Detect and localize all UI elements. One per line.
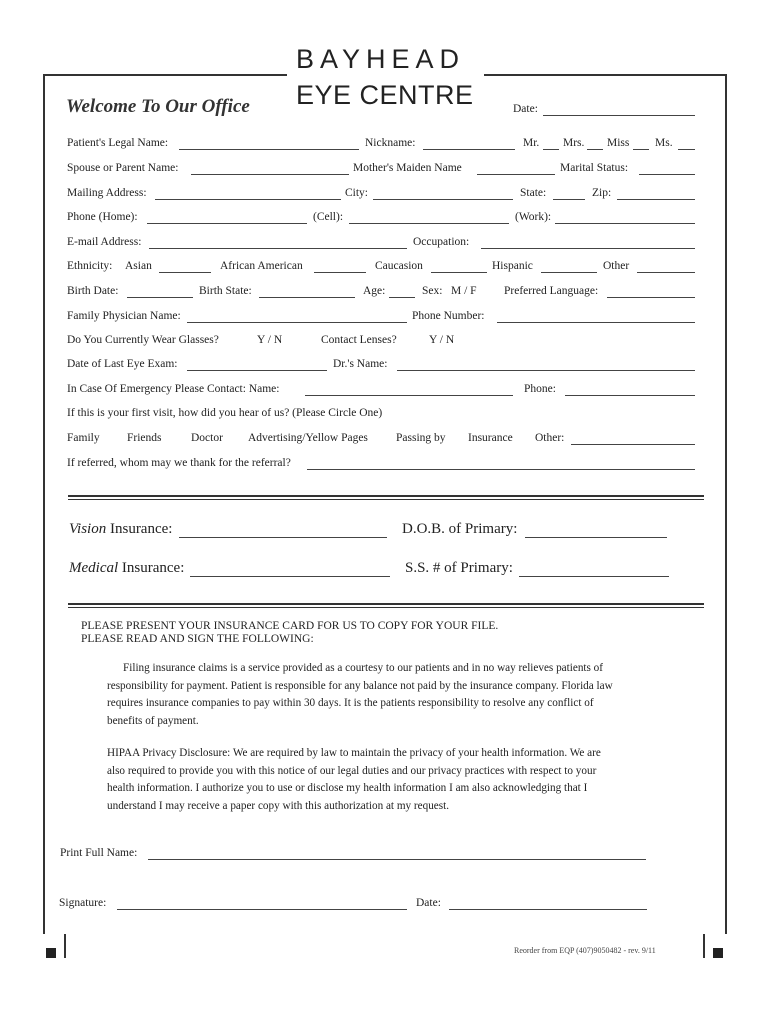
last-exam-label: Date of Last Eye Exam: [67, 358, 178, 370]
occupation-field[interactable] [481, 236, 695, 249]
vision-rest: Insurance: [109, 521, 173, 537]
print-name-field[interactable] [148, 847, 646, 860]
phone-home-field[interactable] [147, 211, 307, 224]
birth-state-field[interactable] [259, 285, 355, 298]
divider-bottom [68, 603, 704, 605]
hipaa-line-1: HIPAA Privacy Disclosure: We are required by law to maintain the privacy of your health information. We are [107, 747, 601, 759]
occupation-label: Occupation: [413, 236, 470, 248]
billing-line-3: requires insurance companies to pay within 30 days. It is the patients responsibility to resolve any conflict of [107, 697, 594, 709]
row-last-exam [67, 358, 695, 374]
option-other-field[interactable] [571, 432, 695, 445]
signature-date-label: Date: [416, 897, 441, 909]
caucasian-field[interactable] [431, 260, 487, 273]
sex-label: Sex: [422, 285, 443, 297]
emergency-phone-label: Phone: [524, 383, 556, 395]
mr-field[interactable] [543, 137, 559, 150]
reorder-note: Reorder from EQP (407)9050482 - rev. 9/11 [514, 946, 656, 955]
frame-bottom-right-tick [703, 934, 705, 958]
frame-top-right [484, 74, 727, 76]
billing-line-2: responsibility for payment. Patient is responsible for any balance not paid by the insurance company. Florida law [107, 679, 613, 692]
emergency-name-field[interactable] [305, 383, 513, 396]
language-field[interactable] [607, 285, 695, 298]
mr-label: Mr. [523, 137, 540, 149]
hispanic-label: Hispanic [492, 260, 533, 272]
state-field[interactable] [553, 187, 585, 200]
row-ethnicity [67, 260, 695, 276]
medical-italic: Medical [69, 560, 119, 576]
city-label: City: [345, 187, 369, 199]
row-first-visit [67, 407, 695, 423]
african-american-field[interactable] [314, 260, 366, 273]
hipaa-line-4: understand I may receive a paper copy with this authorization at my request. [107, 799, 450, 812]
frame-bottom-left-tick [64, 934, 66, 958]
maiden-name-field[interactable] [477, 162, 555, 175]
nickname-field[interactable] [423, 137, 515, 150]
wear-glasses-label: Do You Currently Wear Glasses? [67, 334, 219, 346]
option-other-label: Other: [535, 432, 565, 444]
divider-top-thin [68, 499, 704, 500]
row-glasses [67, 334, 695, 350]
ms-field[interactable] [678, 137, 695, 150]
signature-date-field[interactable] [449, 897, 647, 910]
option-friends[interactable]: Friends [127, 432, 162, 444]
cell-field[interactable] [349, 211, 509, 224]
dob-primary-label: D.O.B. of Primary: [402, 521, 518, 537]
email-label: E-mail Address: [67, 236, 142, 248]
maiden-name-label: Mother's Maiden Name [353, 162, 462, 174]
row-address [67, 187, 695, 203]
family-physician-field[interactable] [187, 310, 407, 323]
signature-label: Signature: [59, 897, 107, 909]
contacts-yn[interactable]: Y / N [429, 334, 455, 346]
language-label: Preferred Language: [504, 285, 599, 297]
marital-status-field[interactable] [639, 162, 695, 175]
ss-primary-label: S.S. # of Primary: [405, 560, 513, 576]
corner-mark-right [713, 948, 723, 958]
medical-label [69, 560, 184, 577]
spouse-label: Spouse or Parent Name: [67, 162, 179, 174]
mrs-label: Mrs. [563, 137, 585, 149]
other-field[interactable] [637, 260, 695, 273]
logo-bayhead: BAYHEAD [296, 44, 466, 74]
option-insurance[interactable]: Insurance [468, 432, 513, 444]
row-patient-name [67, 137, 695, 153]
option-doctor[interactable]: Doctor [191, 432, 223, 444]
emergency-label: In Case Of Emergency Please Contact: Name: [67, 383, 280, 395]
corner-mark-left [46, 948, 56, 958]
signature-field[interactable] [117, 897, 407, 910]
spouse-field[interactable] [191, 162, 349, 175]
miss-label: Miss [607, 137, 630, 149]
vision-label [69, 521, 172, 538]
vision-italic: Vision [69, 521, 107, 537]
zip-label: Zip: [592, 187, 612, 199]
date-row [67, 103, 695, 119]
phone-home-label: Phone (Home): [67, 211, 138, 223]
date-label: Date: [513, 103, 538, 115]
first-visit-question: If this is your first visit, how did you hear of us? (Please Circle One) [67, 407, 383, 419]
row-emergency [67, 383, 695, 399]
ethnicity-label: Ethnicity: [67, 260, 113, 272]
date-field[interactable] [543, 103, 695, 116]
hispanic-field[interactable] [541, 260, 597, 273]
row-spouse [67, 162, 695, 178]
glasses-yn[interactable]: Y / N [257, 334, 283, 346]
email-field[interactable] [149, 236, 407, 249]
city-field[interactable] [373, 187, 513, 200]
row-phone [67, 211, 695, 227]
option-advertising[interactable]: Advertising/Yellow Pages [248, 432, 368, 444]
row-signature [59, 897, 659, 913]
caucasian-label: Caucasion [375, 260, 423, 272]
asian-field[interactable] [159, 260, 211, 273]
billing-paragraph [107, 660, 687, 730]
print-name-label: Print Full Name: [60, 847, 138, 859]
row-email [67, 236, 695, 252]
miss-field[interactable] [633, 137, 649, 150]
family-physician-label: Family Physician Name: [67, 310, 181, 322]
sex-options[interactable]: M / F [451, 285, 477, 297]
other-label: Other [603, 260, 630, 272]
phone-number-label: Phone Number: [412, 310, 485, 322]
hipaa-line-2: also required to provide you with this notice of our legal duties and our privacy practices with respect to your [107, 764, 597, 777]
birth-date-field[interactable] [127, 285, 193, 298]
ss-primary-field[interactable] [519, 560, 669, 577]
row-vision-insurance [69, 521, 697, 541]
age-label: Age: [363, 285, 386, 297]
notice-line1: PLEASE PRESENT YOUR INSURANCE CARD FOR US TO COPY FOR YOUR FILE. [81, 620, 499, 632]
logo-eye-centre: EYE CENTRE [296, 80, 474, 110]
age-field[interactable] [389, 285, 415, 298]
dob-primary-field[interactable] [525, 521, 667, 538]
work-field[interactable] [555, 211, 695, 224]
frame-right [725, 74, 727, 934]
hipaa-line-3: health information. I authorize you to use or disclose my health information I am also acknowledging that I [107, 782, 588, 794]
medical-insurance-field[interactable] [190, 560, 390, 577]
option-passing-by[interactable]: Passing by [396, 432, 446, 444]
row-physician [67, 310, 695, 326]
patient-name-field[interactable] [179, 137, 359, 150]
dr-name-field[interactable] [397, 358, 695, 371]
referred-field[interactable] [307, 457, 695, 470]
ms-label: Ms. [655, 137, 673, 149]
notice-line2: PLEASE READ AND SIGN THE FOLLOWING: [81, 633, 314, 645]
nickname-label: Nickname: [365, 137, 416, 149]
welcome-heading: Welcome To Our Office [66, 96, 250, 117]
frame-left [43, 74, 45, 934]
emergency-phone-field[interactable] [565, 383, 695, 396]
row-referred [67, 457, 695, 473]
row-print-name [60, 847, 660, 863]
african-american-label: African American [220, 260, 303, 272]
birth-date-label: Birth Date: [67, 285, 119, 297]
asian-label: Asian [125, 260, 152, 272]
billing-line-1: Filing insurance claims is a service provided as a courtesy to our patients and in no way relieves patients of [123, 662, 603, 674]
divider-top [68, 495, 704, 497]
referred-label: If referred, whom may we thank for the referral? [67, 457, 291, 469]
mrs-field[interactable] [587, 137, 603, 150]
medical-rest: Insurance: [121, 560, 185, 576]
state-label: State: [520, 187, 547, 199]
marital-status-label: Marital Status: [560, 162, 629, 174]
row-birth [67, 285, 695, 301]
phone-number-field[interactable] [497, 310, 695, 323]
billing-line-4: benefits of payment. [107, 714, 199, 727]
hipaa-paragraph [107, 745, 687, 815]
divider-bottom-thin [68, 607, 704, 608]
row-medical-insurance [69, 560, 697, 580]
birth-state-label: Birth State: [199, 285, 252, 297]
vision-insurance-field[interactable] [179, 521, 387, 538]
row-referral-options [67, 432, 695, 448]
mailing-address-field[interactable] [155, 187, 341, 200]
patient-name-label: Patient's Legal Name: [67, 137, 169, 149]
cell-label: (Cell): [313, 211, 344, 223]
contact-lenses-label: Contact Lenses? [321, 334, 397, 346]
frame-top-left [43, 74, 287, 76]
option-family[interactable]: Family [67, 432, 100, 444]
zip-field[interactable] [617, 187, 695, 200]
mailing-address-label: Mailing Address: [67, 187, 147, 199]
dr-name-label: Dr.'s Name: [333, 358, 388, 370]
work-label: (Work): [515, 211, 552, 223]
last-exam-field[interactable] [187, 358, 327, 371]
